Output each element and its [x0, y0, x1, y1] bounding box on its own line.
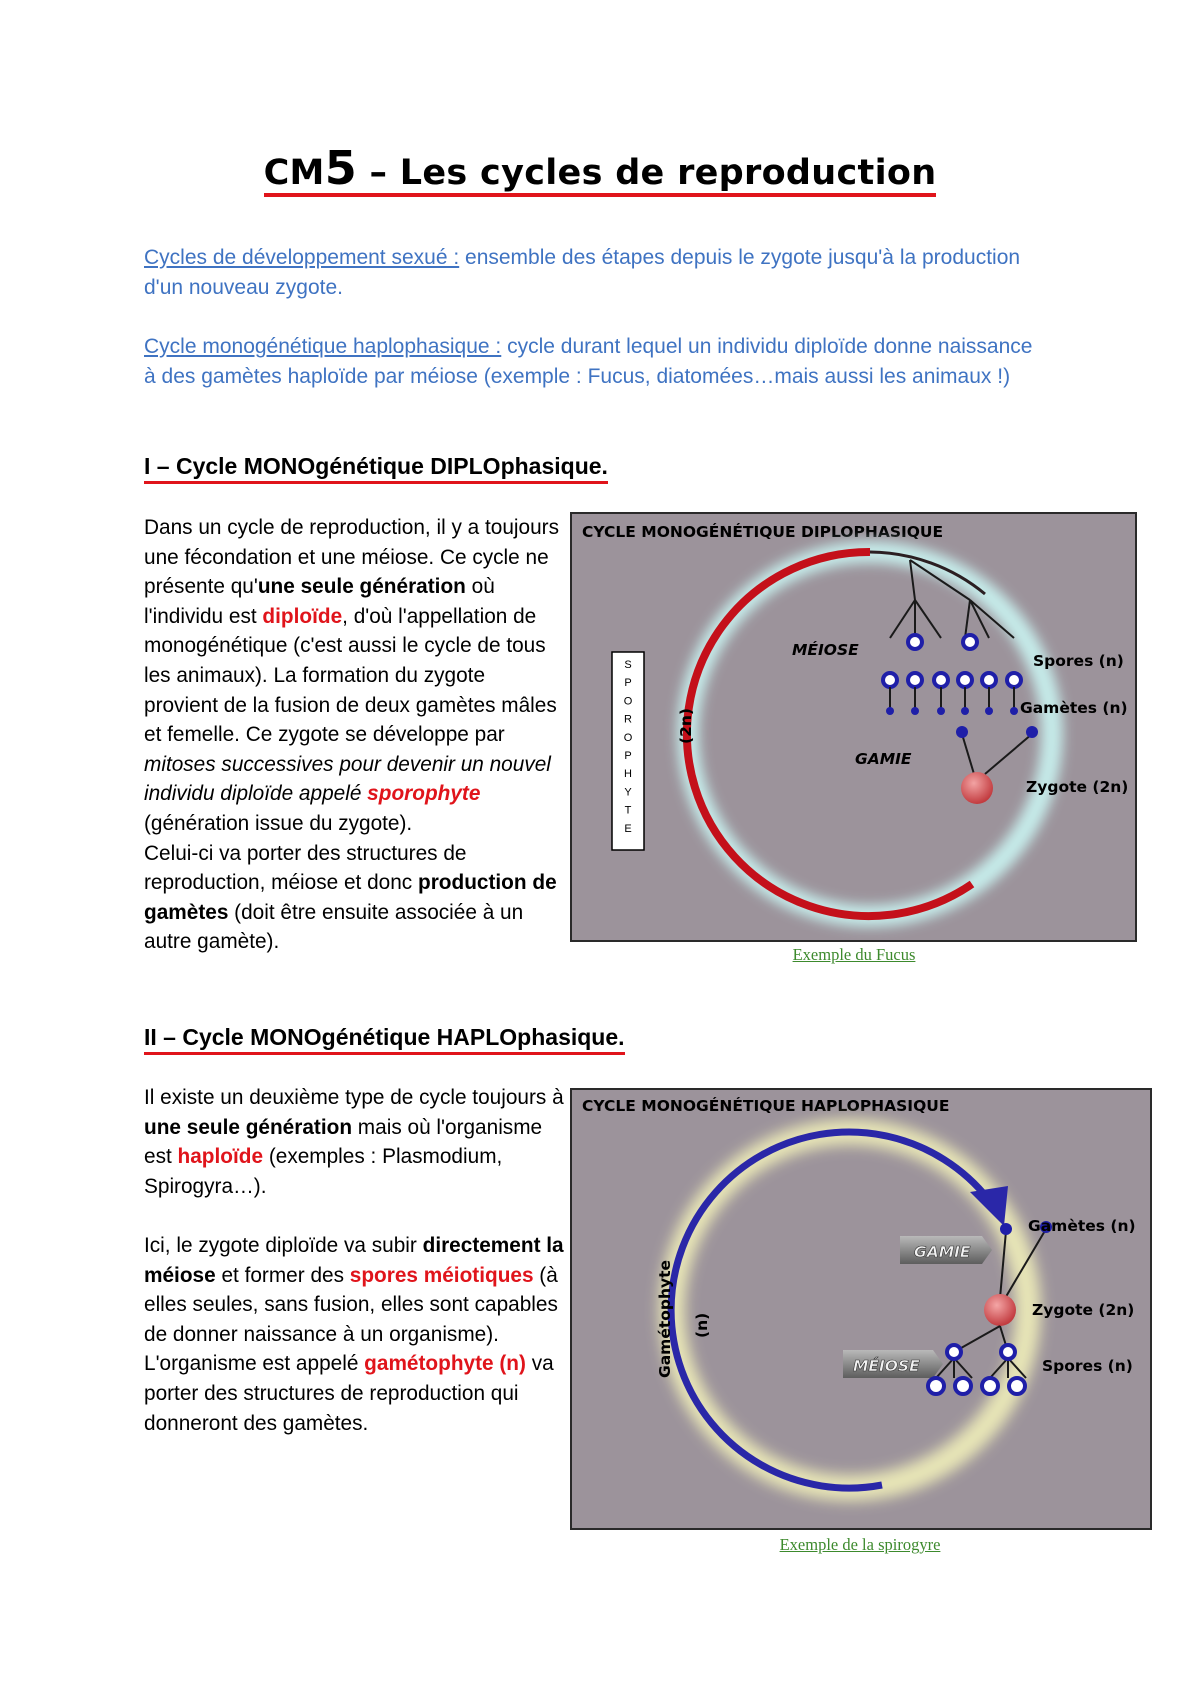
figure-title: CYCLE MONOGÉNÉTIQUE DIPLOPHASIQUE — [582, 523, 944, 541]
label-spores: Spores (n) — [1033, 652, 1124, 670]
text-segment: mais où l'organisme est — [144, 1115, 543, 1169]
title-rest: – Les cycles de reproduction — [357, 153, 937, 193]
vertical-letter: O — [623, 695, 633, 708]
text-segment: où l'individu est — [144, 575, 495, 628]
label-ploidy: (2n) — [677, 708, 695, 744]
section-heading-diplophasic: I – Cycle MONOgénétique DIPLOphasique. — [144, 451, 608, 484]
text-segment: mitoses successives pour devenir un nouvel individu diploïde appelé — [144, 752, 551, 806]
text-segment: (à elles seules, sans fusion, elles sont capables de donner naissance à un organisme). — [144, 1263, 558, 1346]
figure-haplophasic-cycle — [570, 1088, 1152, 1530]
section2-body — [144, 1083, 564, 1438]
paragraph — [144, 1083, 564, 1201]
definition-text: cycle durant lequel un individu diploïde donne naissance à des gamètes haploïde par méiose (exemple : Fucus, diatomées…mais aussi les animaux !) — [144, 335, 1033, 388]
text-segment: (exemples : Plasmodium, Spirogyra…). — [144, 1145, 503, 1198]
definition-term: Cycle monogénétique haplophasique : — [144, 335, 502, 358]
vertical-letter: P — [624, 677, 632, 690]
label-gametes: Gamètes (n) — [1028, 1217, 1136, 1235]
section-heading-haplophasic: II – Cycle MONOgénétique HAPLOphasique. — [144, 1022, 625, 1055]
definition-text: ensemble des étapes depuis le zygote jusqu'à la production d'un nouveau zygote. — [144, 246, 1021, 299]
label-meiose: MÉIOSE — [853, 1357, 920, 1375]
text-segment: Dans un cycle de reproduction, il y a toujours une fécondation et une méiose. Ce cycle ne présente qu' — [144, 516, 560, 599]
section1-body — [144, 513, 564, 957]
label-zygote: Zygote (2n) — [1032, 1301, 1135, 1319]
figure1-caption: Exemple du Fucus — [792, 945, 916, 964]
zygote-circle — [984, 1294, 1016, 1326]
text-segment: directement la méiose — [144, 1233, 564, 1287]
label-gamie: GAMIE — [914, 1243, 971, 1261]
page-title — [0, 141, 1200, 197]
vertical-letter: Y — [624, 786, 632, 799]
title-number: 5 — [324, 141, 357, 195]
figure-diplophasic-cycle — [570, 512, 1137, 942]
vertical-letter: H — [624, 768, 632, 781]
text-segment: gamétophyte (n) — [364, 1352, 526, 1376]
definition-term: Cycles de développement sexué : — [144, 246, 460, 269]
paragraph — [144, 513, 564, 957]
text-segment: production de gamètes — [144, 871, 557, 924]
text-segment: une seule génération — [257, 575, 466, 599]
vertical-letter: R — [624, 713, 632, 726]
text-segment: une seule génération — [144, 1115, 353, 1139]
label-zygote: Zygote (2n) — [1026, 778, 1129, 796]
label-gamie: GAMIE — [855, 750, 912, 768]
text-segment: va porter des structures de reproduction qui donneront des gamètes. — [144, 1352, 554, 1435]
page-title-text — [263, 141, 937, 197]
text-segment: Celui-ci va porter des structures de reproduction, méiose et donc — [144, 841, 467, 895]
vertical-letter: T — [624, 804, 632, 817]
figure2-caption: Exemple de la spirogyre — [779, 1535, 941, 1554]
label-ploidy: (n) — [693, 1312, 711, 1338]
label-meiose: MÉIOSE — [792, 641, 859, 659]
definition-haplophasic-cycle — [144, 332, 1044, 391]
zygote-circle — [961, 772, 993, 804]
vertical-letter: E — [624, 822, 632, 835]
text-segment: et former des — [215, 1263, 350, 1287]
title-prefix: CM — [263, 153, 325, 193]
label-gametophyte: Gamétophyte — [656, 1259, 674, 1378]
text-segment: diploïde — [262, 604, 343, 628]
text-segment: Il existe un deuxième type de cycle toujours à — [144, 1086, 564, 1109]
label-spores: Spores (n) — [1042, 1357, 1133, 1375]
definition-sexual-cycle — [144, 243, 1044, 302]
text-segment: spores méiotiques — [349, 1263, 534, 1287]
text-segment: Ici, le zygote diploïde va subir — [144, 1233, 423, 1257]
text-segment: (doit être ensuite associée à un autre gamète). — [144, 900, 524, 954]
text-segment: haploïde — [177, 1145, 264, 1169]
text-segment: sporophyte — [367, 782, 481, 806]
vertical-letter: O — [623, 731, 633, 744]
figure-title: CYCLE MONOGÉNÉTIQUE HAPLOPHASIQUE — [582, 1097, 950, 1115]
vertical-letter: S — [624, 659, 632, 671]
vertical-letter: P — [624, 750, 632, 762]
text-segment: L'organisme est appelé — [144, 1352, 365, 1376]
label-gametes: Gamètes (n) — [1020, 699, 1128, 717]
paragraph — [144, 1231, 564, 1438]
text-segment: , d'où l'appellation de monogénétique (c'est aussi le cycle de tous les animaux). La formation du zygote provient de la fusion de deux gamètes mâles et femelle. Ce zygote se développe par — [144, 604, 557, 747]
text-segment: (génération issue du zygote). — [144, 811, 413, 835]
